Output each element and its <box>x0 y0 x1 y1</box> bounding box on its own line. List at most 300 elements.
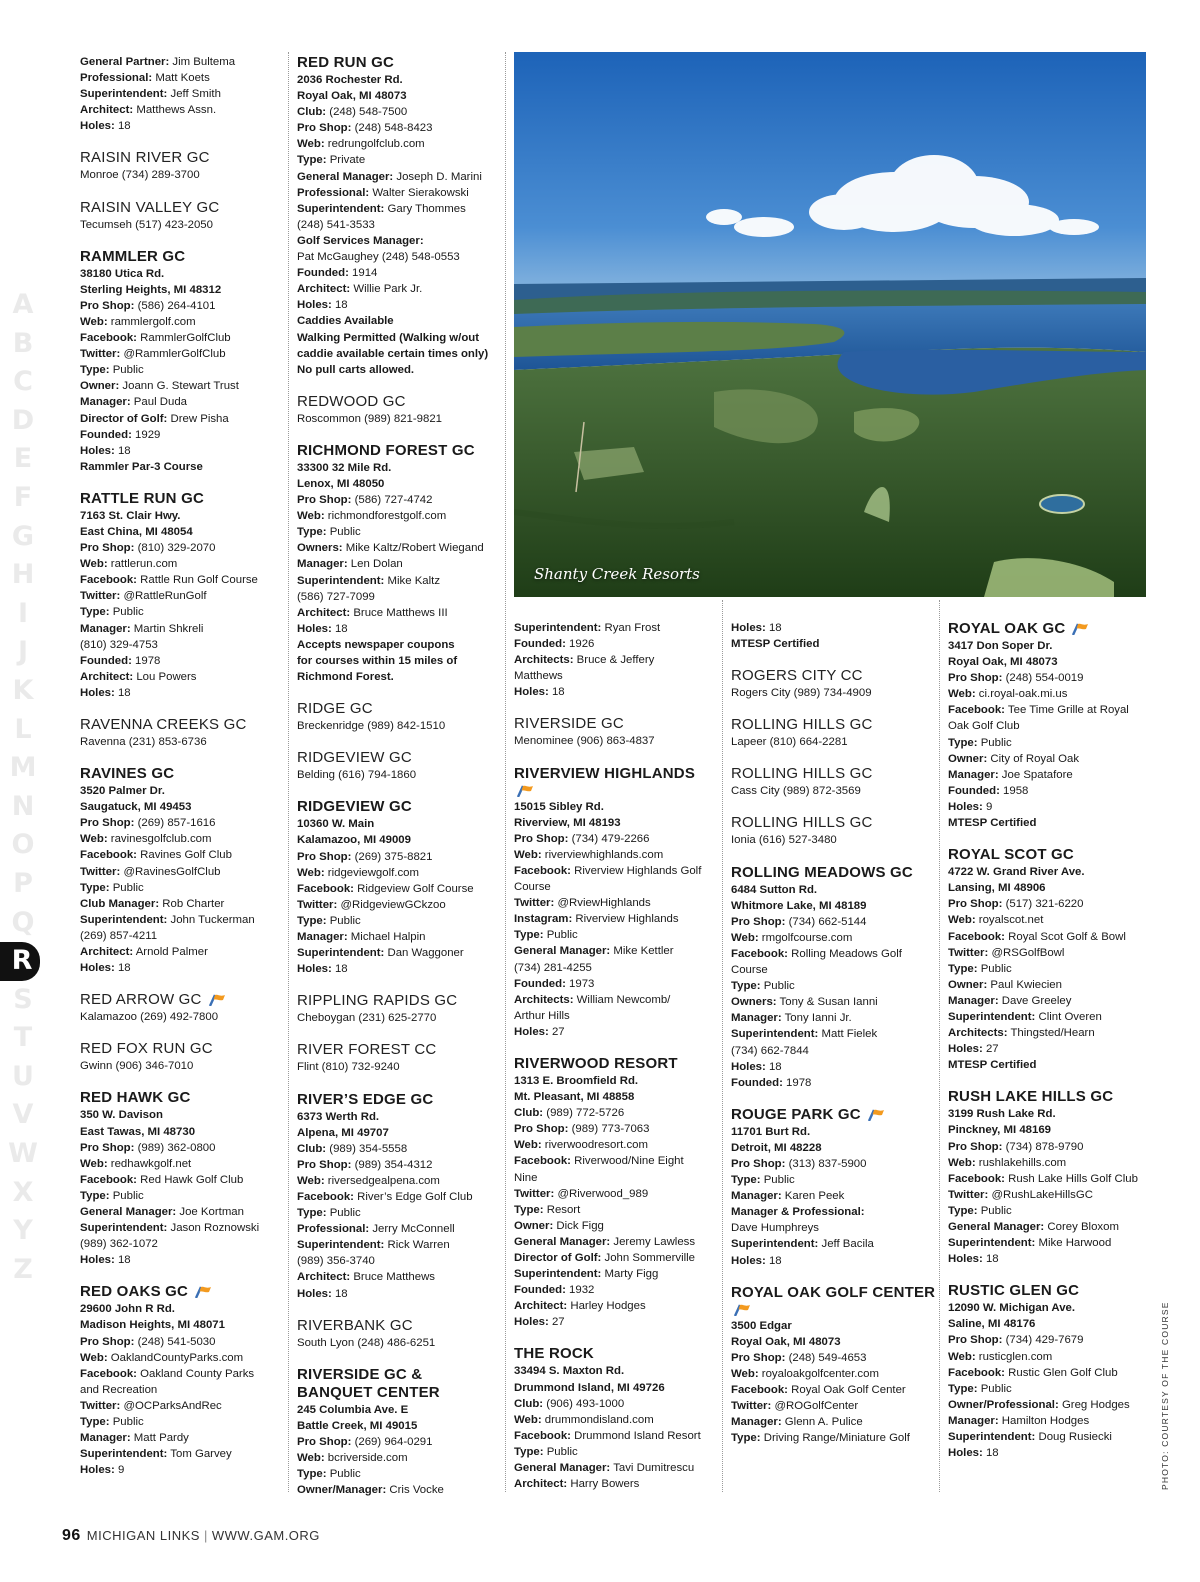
alphabet-letter-j: J <box>17 636 29 668</box>
detail-value: City of Royal Oak <box>987 752 1080 765</box>
detail-label: Type: <box>514 929 544 942</box>
course-name-text: ROLLING HILLS GC <box>731 765 873 783</box>
detail-label: Superintendent: <box>514 622 602 634</box>
detail-line <box>948 670 1155 686</box>
detail-label: Founded: <box>514 1284 566 1297</box>
detail-label: Facebook: <box>948 704 1005 717</box>
detail-value: William Newcomb/ <box>573 993 671 1006</box>
detail-value: (734) 429-7679 <box>1002 1334 1084 1347</box>
detail-line <box>514 1460 721 1476</box>
detail-line <box>297 1450 504 1466</box>
detail-line <box>297 1157 504 1173</box>
detail-line <box>514 1266 721 1282</box>
alphabet-letter-z: Z <box>13 1253 33 1285</box>
detail-label: Type: <box>297 914 327 927</box>
detail-label: General Manager: <box>514 1235 611 1248</box>
detail-line <box>948 1349 1155 1365</box>
detail-label: Facebook: <box>731 1384 788 1396</box>
detail-label: Holes: <box>80 120 115 133</box>
detail-line <box>731 914 938 930</box>
course-listing <box>514 1055 721 1331</box>
detail-label: Founded: <box>731 1076 783 1089</box>
detail-label: Pro Shop: <box>80 542 135 555</box>
alphabet-letter-i: I <box>17 597 29 629</box>
listing-column-3 <box>514 620 721 1507</box>
detail-value: 18 <box>765 1254 782 1267</box>
detail-line <box>80 831 287 847</box>
detail-value: RammlerGolfClub <box>136 332 231 345</box>
footer-separator: | <box>203 1528 208 1543</box>
detail-value: Public <box>326 914 361 927</box>
detail-line <box>948 1235 1155 1251</box>
detail-value: 18 <box>114 1254 131 1267</box>
website-link[interactable]: WWW.GAM.ORG <box>211 1528 320 1543</box>
detail-label: Twitter: <box>948 946 989 959</box>
address-line: 33494 S. Maxton Rd. <box>514 1365 625 1378</box>
address-line: 1313 E. Broomfield Rd. <box>514 1074 639 1087</box>
course-listing <box>514 765 721 1040</box>
detail-value: 18 <box>114 120 131 133</box>
course-listing <box>948 620 1155 831</box>
detail-line: Ravenna (231) 853-6736 <box>80 736 207 748</box>
detail-label: Facebook: <box>80 1367 137 1380</box>
detail-label: Pro Shop: <box>297 122 352 135</box>
detail-value: Mike Kaltz/Robert Wiegand <box>342 542 484 555</box>
detail-label: Director of Golf: <box>514 1252 602 1264</box>
detail-value: Public <box>109 1416 144 1428</box>
address-line: MTESP Certified <box>948 817 1037 830</box>
detail-line <box>731 978 938 994</box>
detail-line <box>731 1026 938 1042</box>
detail-value: Rattle Run Golf Course <box>136 574 258 587</box>
address-line: 7163 St. Clair Hwy. <box>80 509 181 522</box>
detail-value: Driving Range/Miniature Golf <box>760 1432 910 1445</box>
detail-value: Lou Powers <box>133 670 197 683</box>
detail-label: Superintendent: <box>80 1448 168 1461</box>
detail-value: bcriverside.com <box>324 1452 408 1464</box>
detail-value: River’s Edge Golf Club <box>353 1190 473 1203</box>
detail-label: Manager: <box>80 1432 131 1445</box>
detail-line <box>514 1105 721 1121</box>
course-listing <box>948 1088 1155 1267</box>
detail-value: Tony & Susan Ianni <box>776 996 878 1009</box>
detail-line <box>514 1298 721 1314</box>
detail-label: Web: <box>514 1139 542 1152</box>
course-name-text: ROUGE PARK GC <box>731 1105 861 1123</box>
detail-line <box>514 927 721 943</box>
detail-value: (989) 772-5726 <box>543 1107 625 1120</box>
detail-value: Mike Kettler <box>610 945 674 958</box>
detail-value: Royal Scot Golf & Bowl <box>1004 930 1126 943</box>
detail-label: Twitter: <box>80 865 121 878</box>
address-line: 33300 32 Mile Rd. <box>297 461 392 474</box>
detail-value: Matt Koets <box>152 72 210 85</box>
detail-line <box>731 1075 938 1091</box>
detail-value: (989) 362-0800 <box>134 1141 216 1154</box>
detail-line: Kalamazoo (269) 492-7800 <box>80 1011 219 1024</box>
detail-line <box>948 961 1155 977</box>
detail-value: Rob Charter <box>159 897 225 910</box>
detail-value: (734) 479-2266 <box>568 832 650 845</box>
detail-line: Rogers City (989) 734-4909 <box>731 687 872 700</box>
detail-label: General Partner: <box>80 56 170 68</box>
detail-label: Web: <box>80 1351 108 1364</box>
detail-value: John Tuckerman <box>167 913 255 926</box>
course-listing <box>297 700 504 734</box>
detail-label: Instagram: <box>514 913 573 926</box>
detail-line <box>297 136 504 152</box>
detail-value: 27 <box>548 1316 565 1329</box>
course-listing <box>80 1283 287 1478</box>
detail-label: Superintendent: <box>731 1028 819 1041</box>
course-name <box>731 1284 938 1302</box>
course-name <box>80 199 287 217</box>
course-name <box>514 1055 721 1073</box>
course-listing <box>297 1041 504 1075</box>
course-listing <box>297 1091 504 1302</box>
detail-line <box>297 1189 504 1205</box>
listing-column-5 <box>948 620 1155 1476</box>
detail-line <box>297 1237 504 1253</box>
address-line: 245 Columbia Ave. E <box>297 1403 409 1416</box>
detail-label: Web: <box>514 1413 542 1426</box>
detail-line <box>80 944 287 960</box>
course-name <box>297 749 504 767</box>
detail-line <box>514 1121 721 1137</box>
detail-label: Type: <box>731 980 761 993</box>
detail-value: Walter Sierakowski <box>369 186 469 199</box>
address-line: caddie available certain times only) <box>297 347 489 360</box>
detail-line <box>514 1234 721 1250</box>
flag-line <box>514 783 721 799</box>
course-name-text: RUSTIC GLEN GC <box>948 1282 1080 1300</box>
detail-value: (989) 773-7063 <box>568 1123 650 1136</box>
detail-label: Web: <box>514 848 542 861</box>
course-name <box>514 765 721 783</box>
golf-flag-icon <box>208 994 228 1006</box>
address-line: 3500 Edgar <box>731 1319 792 1332</box>
detail-line <box>514 847 721 863</box>
detail-label: Pro Shop: <box>80 1141 135 1154</box>
address-line: Royal Oak, MI 48073 <box>731 1335 841 1348</box>
course-listing <box>514 1345 721 1492</box>
course-name-text: RIDGE GC <box>297 700 373 718</box>
detail-value: Public <box>109 364 144 377</box>
alphabet-letter-b: B <box>12 327 34 359</box>
detail-line <box>514 1024 721 1040</box>
detail-value: ridgeviewgolf.com <box>324 866 419 879</box>
detail-label: Type: <box>948 962 978 975</box>
detail-value: (734) 662-5144 <box>785 915 867 928</box>
golf-flag-icon <box>194 1286 214 1298</box>
detail-value: riverwoodresort.com <box>541 1139 648 1152</box>
detail-label: Twitter: <box>948 1188 989 1201</box>
detail-line <box>80 960 287 976</box>
course-name <box>731 716 938 734</box>
detail-line <box>297 1205 504 1221</box>
detail-value: 1926 <box>565 638 595 651</box>
detail-label: Founded: <box>514 638 566 651</box>
detail-line <box>731 1382 938 1398</box>
detail-label: Architects: <box>514 993 574 1006</box>
course-name-text: ROGERS CITY CC <box>731 667 863 685</box>
detail-value: Public <box>977 736 1012 749</box>
detail-label: Architects: <box>514 654 574 667</box>
course-name-text: RUSH LAKE HILLS GC <box>948 1088 1114 1106</box>
detail-value: (586) 264-4101 <box>134 299 216 312</box>
detail-label: Web: <box>731 1367 759 1380</box>
detail-label: Twitter: <box>80 590 121 603</box>
detail-label: Facebook: <box>297 882 354 895</box>
detail-value: Clint Overen <box>1035 1010 1102 1023</box>
detail-value: Karen Peek <box>781 1190 845 1203</box>
detail-label: Twitter: <box>514 1187 555 1200</box>
alphabet-letter-y: Y <box>13 1215 33 1247</box>
detail-label: Web: <box>80 1157 108 1170</box>
address-line: 6373 Werth Rd. <box>297 1110 380 1123</box>
detail-value: Gary Thommes <box>384 202 466 215</box>
detail-line <box>297 881 504 897</box>
course-name <box>80 149 287 167</box>
detail-value: Private <box>326 154 366 167</box>
address-line: MTESP Certified <box>948 1059 1037 1072</box>
detail-label: Holes: <box>948 1253 983 1266</box>
detail-label: Superintendent: <box>297 574 385 587</box>
detail-label: Pro Shop: <box>297 850 352 863</box>
detail-value: (313) 837-5900 <box>785 1157 867 1170</box>
detail-value: 1978 <box>131 654 161 667</box>
address-line: Royal Oak, MI 48073 <box>948 656 1058 669</box>
flag-line <box>731 1302 938 1318</box>
detail-value: 18 <box>548 686 565 699</box>
detail-line <box>948 1413 1155 1429</box>
detail-line <box>80 443 287 459</box>
course-listing <box>80 991 287 1025</box>
course-name-text: RIDGEVIEW GC <box>297 749 412 767</box>
detail-label: Superintendent: <box>80 88 168 101</box>
detail-value: Bruce Matthews III <box>350 606 448 619</box>
detail-line <box>80 378 287 394</box>
course-listing <box>297 798 504 977</box>
detail-value: Drew Pisha <box>167 412 229 425</box>
detail-value: Rolling Meadows Golf <box>787 947 902 960</box>
detail-value: OaklandCountyParks.com <box>107 1351 244 1364</box>
course-name-text: RAMMLER GC <box>80 247 186 265</box>
detail-value: Michael Halpin <box>347 931 426 944</box>
detail-line <box>514 636 721 652</box>
detail-line <box>80 70 287 86</box>
detail-label: Architect: <box>514 1478 568 1491</box>
course-name <box>514 715 721 733</box>
address-line: Whitmore Lake, MI 48189 <box>731 899 867 912</box>
detail-label: Manager: <box>948 994 999 1007</box>
detail-label: Superintendent: <box>297 1239 385 1252</box>
detail-line <box>297 540 504 556</box>
detail-value: Public <box>760 1174 795 1187</box>
detail-label: Manager: <box>731 1190 782 1203</box>
address-line: Alpena, MI 49707 <box>297 1126 389 1139</box>
detail-label: General Manager: <box>514 1462 611 1475</box>
detail-value: @RushLakeHillsGC <box>988 1188 1093 1201</box>
detail-value: Jason Roznowski <box>167 1222 260 1235</box>
course-name <box>297 992 504 1010</box>
detail-value: Tom Garvey <box>167 1448 232 1461</box>
detail-label: Facebook: <box>948 1172 1005 1185</box>
course-listing <box>80 1040 287 1074</box>
detail-line <box>297 152 504 168</box>
course-listing <box>80 54 287 134</box>
address-line: Richmond Forest. <box>297 671 394 684</box>
detail-label: Pro Shop: <box>948 1140 1003 1153</box>
detail-value: @ROGolfCenter <box>771 1400 859 1413</box>
golf-flag-icon <box>516 785 536 797</box>
address-line: 350 W. Davison <box>80 1109 163 1122</box>
detail-value: Red Hawk Golf Club <box>136 1173 244 1186</box>
detail-label: Manager: <box>297 558 348 571</box>
detail-value: Marty Figg <box>601 1268 659 1281</box>
alphabet-letter-n: N <box>11 790 35 822</box>
detail-line <box>948 977 1155 993</box>
course-name <box>297 393 504 411</box>
detail-label: Superintendent: <box>514 1268 602 1281</box>
detail-line <box>297 556 504 572</box>
course-name-text: ROLLING HILLS GC <box>731 716 873 734</box>
detail-label: Superintendent: <box>948 1237 1036 1250</box>
detail-label: Twitter: <box>80 348 121 361</box>
alphabet-letter-t: T <box>13 1022 33 1054</box>
course-listing <box>297 393 504 427</box>
detail-label: Architect: <box>297 606 351 619</box>
address-line: 10360 W. Main <box>297 818 375 831</box>
address-line: No pull carts allowed. <box>297 363 415 376</box>
address-line: 3417 Don Soper Dr. <box>948 640 1053 652</box>
detail-label: Architect: <box>80 946 134 959</box>
course-name-text: RIVERSIDE GC & <box>297 1365 423 1383</box>
detail-value: Public <box>109 606 144 619</box>
detail-line <box>514 1444 721 1460</box>
detail-value: 18 <box>982 1253 999 1266</box>
detail-value: Matt Pardy <box>130 1432 189 1445</box>
detail-line <box>731 1010 938 1026</box>
detail-label: Superintendent: <box>297 947 385 960</box>
address-line: 4722 W. Grand River Ave. <box>948 866 1085 879</box>
detail-line <box>297 185 504 201</box>
detail-value: (734) 878-9790 <box>1002 1140 1084 1153</box>
detail-label: Superintendent: <box>948 1431 1036 1444</box>
detail-label: Club: <box>514 1107 544 1120</box>
detail-line <box>80 540 287 556</box>
detail-value: Hamilton Hodges <box>998 1414 1090 1427</box>
address-line: Golf Services Manager: <box>297 234 424 247</box>
detail-label: Owner/Manager: <box>297 1484 387 1497</box>
detail-line <box>514 831 721 847</box>
address-line: 2036 Rochester Rd. <box>297 74 403 86</box>
detail-line <box>731 1430 938 1446</box>
course-listing <box>948 1282 1155 1461</box>
detail-label: Owners: <box>297 542 343 555</box>
detail-line <box>80 685 287 701</box>
detail-line <box>514 1282 721 1298</box>
address-line: Madison Heights, MI 48071 <box>80 1319 225 1332</box>
detail-value: Joseph D. Marini <box>393 170 482 183</box>
page-footer <box>62 1527 320 1545</box>
detail-label: Web: <box>297 138 325 151</box>
alphabet-letter-q: Q <box>11 906 35 938</box>
detail-line <box>297 1141 504 1157</box>
detail-line: Cass City (989) 872-3569 <box>731 785 861 798</box>
detail-value: John Sommerville <box>601 1252 696 1264</box>
detail-line <box>514 1218 721 1234</box>
detail-line: Arthur Hills <box>514 1009 570 1022</box>
detail-line <box>731 1253 938 1269</box>
detail-label: Architect: <box>297 283 351 296</box>
alphabet-letter-c: C <box>13 366 33 398</box>
detail-label: Architect: <box>80 104 134 117</box>
course-name-text: RAVENNA CREEKS GC <box>80 716 247 733</box>
detail-value: ci.royal-oak.mi.us <box>975 688 1068 701</box>
detail-label: Type: <box>80 364 110 377</box>
detail-value: (989) 354-5558 <box>326 1142 408 1155</box>
alphabet-letter-g: G <box>11 520 35 552</box>
detail-line <box>948 945 1155 961</box>
course-name-text: RED HAWK GC <box>80 1089 191 1107</box>
detail-label: Pro Shop: <box>80 817 135 830</box>
detail-value: (586) 727-4742 <box>351 494 433 507</box>
page-number: 96 <box>62 1527 81 1544</box>
course-listing <box>80 1089 287 1268</box>
course-name <box>514 1345 721 1363</box>
detail-line <box>948 1041 1155 1057</box>
detail-line <box>731 1156 938 1172</box>
detail-label: Type: <box>948 1204 978 1217</box>
detail-label: Facebook: <box>297 1190 354 1203</box>
detail-line: (734) 662-7844 <box>731 1044 809 1057</box>
course-listing <box>731 1106 938 1269</box>
detail-value: 18 <box>765 622 782 634</box>
course-listing <box>731 620 938 652</box>
detail-label: Holes: <box>514 1316 549 1329</box>
detail-label: Web: <box>297 1452 325 1464</box>
photo-credit: PHOTO: COURTESY OF THE COURSE <box>1160 1301 1170 1490</box>
detail-line <box>80 1204 287 1220</box>
detail-label: Pro Shop: <box>948 672 1003 685</box>
detail-value: Public <box>326 1207 361 1220</box>
detail-label: Superintendent: <box>80 1222 168 1235</box>
course-name-text: ROLLING MEADOWS GC <box>731 863 913 881</box>
address-line: Mt. Pleasant, MI 48858 <box>514 1091 635 1104</box>
detail-line <box>80 1398 287 1414</box>
detail-value: 9 <box>114 1464 125 1477</box>
detail-label: Founded: <box>80 654 132 667</box>
course-name-text: RIDGEVIEW GC <box>297 798 412 816</box>
detail-label: Web: <box>948 914 976 927</box>
detail-line <box>514 1186 721 1202</box>
address-line: 15015 Sibley Rd. <box>514 800 604 813</box>
address-line: Battle Creek, MI 49015 <box>297 1419 418 1432</box>
detail-line <box>297 849 504 865</box>
alphabet-letter-v: V <box>12 1099 34 1131</box>
detail-line <box>948 686 1155 702</box>
alphabet-letter-e: E <box>13 443 33 475</box>
detail-label: Manager: <box>948 1414 999 1427</box>
detail-label: Web: <box>948 1350 976 1363</box>
detail-label: Twitter: <box>731 1400 772 1413</box>
detail-value: 18 <box>114 962 131 975</box>
detail-line <box>80 314 287 330</box>
photo-caption: Shanty Creek Resorts <box>534 565 700 583</box>
detail-line <box>80 864 287 880</box>
alphabet-letter-w: W <box>8 1138 38 1170</box>
